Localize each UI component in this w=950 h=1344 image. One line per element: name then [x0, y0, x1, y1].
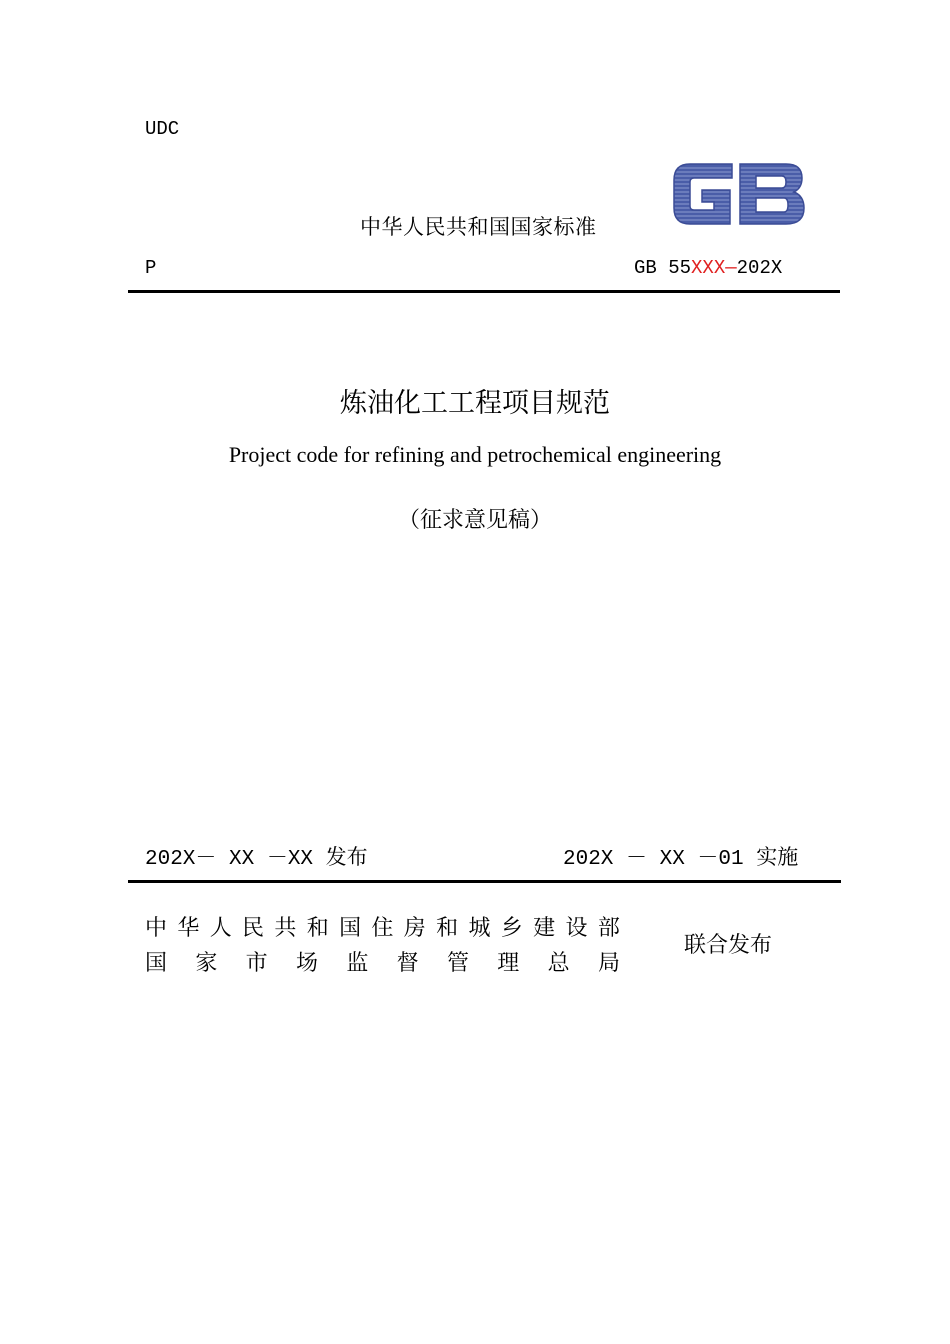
issuer-char: 市 [245, 951, 268, 976]
issuer-char: 建 [533, 916, 556, 941]
joint-release-label: 联合发布 [684, 933, 773, 958]
issuer-char: 理 [497, 951, 520, 976]
gb-logo [668, 158, 808, 230]
title-english: Project code for refining and petrochemical engineering [228, 442, 722, 467]
issuer-char: 局 [597, 951, 620, 976]
bottom-divider [128, 880, 841, 883]
issuer-char: 总 [547, 951, 570, 976]
issuer-char: 场 [295, 951, 318, 976]
udc-label: UDC [145, 118, 180, 140]
standard-number-year: 202X [736, 257, 783, 279]
issuer-char: 设 [565, 916, 588, 941]
implement-date: 202X － XX －01 实施 [563, 848, 799, 871]
standard-number-prefix: GB 55 [634, 257, 692, 279]
issuer-char: 华 [177, 916, 200, 941]
standard-number [634, 257, 782, 279]
standard-number-placeholder: XXX [691, 257, 726, 279]
issuer-char: 中 [145, 916, 168, 941]
issuer-char: 和 [436, 916, 459, 941]
standard-type-title: 中华人民共和国国家标准 [360, 215, 597, 239]
issuer-char: 部 [597, 916, 620, 941]
issuer-char: 住 [371, 916, 394, 941]
top-divider [128, 290, 840, 293]
issuer-char: 城 [468, 916, 491, 941]
issuer-char: 房 [403, 916, 426, 941]
issuer-char: 乡 [500, 916, 523, 941]
issuer-char: 国 [145, 951, 168, 976]
issuer-administration [145, 946, 620, 977]
issuer-char: 和 [306, 916, 329, 941]
draft-status: （征求意见稿） [397, 508, 552, 533]
classification-code: P [145, 257, 157, 279]
issuer-char: 民 [242, 916, 265, 941]
standard-number-dash: — [725, 257, 737, 279]
issuer-char: 监 [346, 951, 369, 976]
title-chinese: 炼油化工工程项目规范 [340, 388, 610, 419]
issuer-char: 国 [339, 916, 362, 941]
issuer-char: 共 [274, 916, 297, 941]
issuer-ministry [145, 911, 620, 942]
issue-date: 202X－ XX －XX 发布 [145, 848, 368, 871]
issuer-char: 管 [446, 951, 469, 976]
issuer-char: 家 [195, 951, 218, 976]
issuer-char: 督 [396, 951, 419, 976]
issuer-char: 人 [209, 916, 232, 941]
